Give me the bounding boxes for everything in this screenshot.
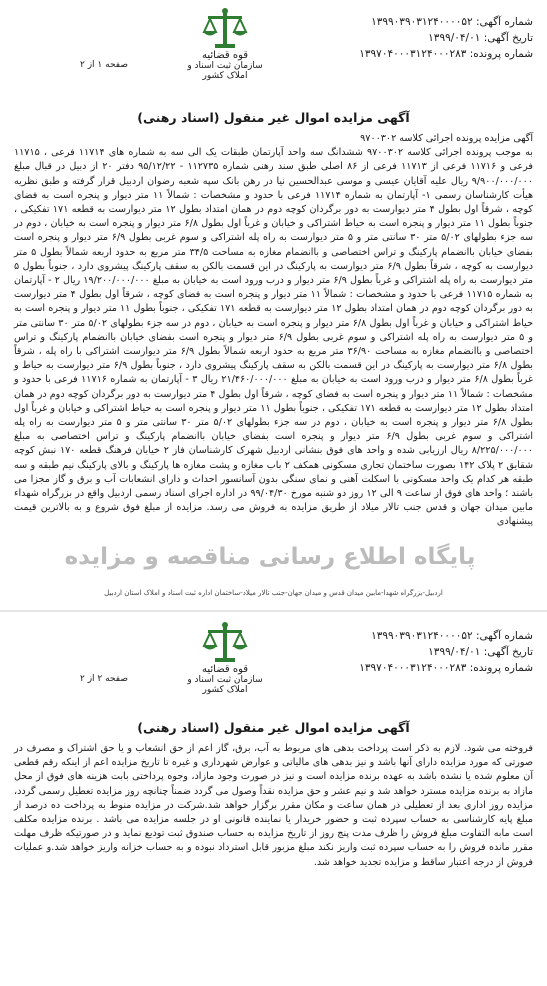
page-divider [0,610,547,612]
org-label: سازمان ثبت اسناد و املاک کشور [187,675,263,695]
case-number: شماره پرونده: ۱۳۹۷۰۴۰۰۰۳۱۲۴۰۰۰۲۸۳ [359,48,533,60]
watermark-text: پایگاه اطلاع رسانی مناقصه و مزایده [64,544,476,570]
judiciary-emblem [180,6,270,80]
scales-emblem-icon [200,6,250,54]
notice-body [14,132,533,530]
judiciary-emblem [180,620,270,694]
notice-date: تاریخ آگهی: ۱۳۹۹/۰۴/۰۱ [428,646,533,658]
judiciary-label: قوه قضائیه [201,50,249,61]
page-label: صفحه ۲ از ۲ [80,674,128,684]
page-title: آگهی مزایده اموال غیر منقول (اسناد رهنی) [137,110,410,125]
org-label: سازمان ثبت اسناد و املاک کشور [187,61,263,81]
notice-number: شماره آگهی: ۱۳۹۹۰۳۹۰۳۱۲۴۰۰۰۰۵۲ [371,630,533,642]
case-number: شماره پرونده: ۱۳۹۷۰۴۰۰۰۳۱۲۴۰۰۰۲۸۳ [359,662,533,674]
notice-paragraph: فروخته می شود. لازم به ذکر است پرداخت بدهی های مربوط به آب، برق، گاز اعم از حق انشعاب و یا حق اشتراک و مصرف در صورتی که مورد مزایده دارای آنها باشد و نیز بدهی های مالیاتی و عوارض شهرداری و غیره تا تاریخ مزایده اعم از اینکه رقم قطعی آن معلوم شده یا نشده باشد به عهده برنده مزایده است و نیز در صورت وجود مازاد، وجوه پرداختی بابت هزینه های فوق از محل مازاد به برنده مزایده مسترد خواهد شد و نیم عشر و حق مزایده نقداً وصول می گردد ضمناً چنانچه روز مزایده تعطیل رسمی گردد، مزایده روز اداری بعد از تعطیلی در همان ساعت و مکان مقرر برگزار خواهد شد.شرکت در مزایده منوط به پرداخت ده درصد از مبلغ پایه کارشناسی به حساب سپرده ثبت و حضور خریدار یا نماینده قانونی او در جلسه مزایده می باشد . برنده مزایده مکلف است مابه التفاوت مبلغ فروش را ظرف مدت پنج روز از تاریخ مزایده به حساب صندوق ثبت تودیع نماید و در صورتیکه ظرف مهلت مقرر مانده فروش را به حساب سپرده ثبت واریز نکند مبلغ مزبور قابل استرداد نبوده و به حساب خزانه واریز خواهد شد.و عملیات فروش از درجه اعتبار ساقط و مزایده تجدید خواهد شد. [14,743,533,868]
address-footer: اردبیل-بزرگراه شهدا-مابین میدان قدس و میدان جهان-جنب تالار میلاد-ساختمان اداره ثبت اسناد و املاک استان اردبیل [104,589,443,597]
page-2 [0,618,547,986]
notice-number: شماره آگهی: ۱۳۹۹۰۳۹۰۳۱۲۴۰۰۰۰۵۲ [371,16,533,28]
case-heading: آگهی مزایده پرونده اجرائی کلاسه ۹۷۰۰۳۰۲ [360,133,533,144]
judiciary-label: قوه قضائیه [201,664,249,675]
notice-header [359,14,533,62]
notice-paragraph: به موجب پرونده اجرائی کلاسه ۹۷۰۰۳۰۲ ششدانگ سه واحد آپارتمان طبقات یک الی سه به شماره های ۱۱۷۱۴ فرعی ، ۱۱۷۱۵ فرعی و ۱۱۷۱۶ فرعی از ۱۱۷۱۳ فرعی از ۸۶ اصلی طبق سند رهنی شماره ۱۱۲۷۳۵ - ۹۵/۱۲/۲۲ دفتر ۲۰ از دبیل در قبال مبلغ ۹/۹۰۰/۰۰۰/۰۰۰ ریال علیه آقایان عیسی و موسی عبدالحسین نیا در رهن بانک سپه شعبه رضوان اردبیل قرار گرفته و طبق نظریه هیأت کارشناسان رسمی ۱- آپارتمان به شماره ۱۱۷۱۴ فرعی با حدود و مشخصات : شمالاً ۱۱ متر دیوار و پنجره است به فضای کوچه ، شرقاً اول بطول ۴ متر دیوارست به دور برگردان کوچه دوم در همان امتداد بطول ۱۲ متر دیوارست به قطعه ۱۷۱ تفکیکی ، جنوباً بطول ۱۱ متر دیوار و پنجره است به حیاط اشتراکی و خیابان و غرباً اول بطول ۶/۸ متر دیوار و پنجره است به خیابان ، دوم در سه جزء بطولهای ۵/۰۲ متر ۳۰ سانتی متر و ۵ متر دیوارست به راه پله اشتراکی و سوم غربی بطول ۶/۹ متر دیوار و پنجره است بفضای خیابان باانضمام پارکینگ و تراس اختصاصی و باانضمام مغازه به مساحت ۳۴/۵ متر مربع به حدود اربعه شمالاً بطول ۵ متر دیوارست به کوچه ، شرقاً بطول ۶/۹ متر دیوارست به پارکینگ در این قسمت بالکن به سقف پارکینگ پیشروی دارد ، جنوباً بطول ۵ متر دیوارست به راه پله اشتراکی و غرباً بطول ۶/۹ متر دیوار و درب ورود است به خیابان به مبلغ ۱۹/۲۰۰/۰۰۰/۰۰۰ ریال ۲ - آپارتمان به شماره ۱۱۷۱۵ فرعی با حدود و مشخصات : شمالاً ۱۱ متر دیوار و پنجره است به فضای کوچه ، شرقاً اول بطول ۴ متر دیوارست به دور برگردان کوچه دوم در همان امتداد بطول ۱۲ متر دیوارست به قطعه ۱۷۱ تفکیکی ، جنوباً بطول ۱۱ متر دیوار و پنجره است به حیاط اشتراکی و خیابان و غرباً اول بطول ۶/۸ متر دیوار و پنجره است به خیابان ، دوم در سه جزء بطولهای ۵/۰۲ متر ۳۰ سانتی متر و ۵ متر دیوارست به راه پله اشتراکی و سوم غربی بطول ۶/۹ متر دیوار و پنجره است بفضای خیابان باانضمام پارکینگ و تراس اختصاصی و باانضمام مغازه به مساحت ۳۶/۹۰ متر مربع به حدود اربعه شمالاً بطول ۶/۹ متر دیوارست اشتراکی با راه پله ، شرقاً بطول ۶/۸ متر دیوارست به پارکینگ در این قسمت بالکن به سقف پارکینگ پیشروی دارد ، جنوباً بطول ۶/۹ متر دیوارست به حیاط و غرباً بطول ۶/۸ متر دیوار و درب ورود است به خیابان به مبلغ ۲۱/۴۶۰/۰۰۰/۰۰۰ ریال ۳ - آپارتمان به شماره ۱۱۷۱۶ فرعی با حدود و مشخصات : شمالاً ۱۱ متر دیوار و پنجره است به فضای کوچه ، شرقاً اول بطول ۴ متر دیوارست به دور برگردان کوچه دوم در همان امتداد بطول ۱۲ متر دیوارست به قطعه ۱۷۱ تفکیکی ، جنوباً بطول ۱۱ متر دیوار و پنجره است به حیاط اشتراکی و خیابان و غرباً اول بطول ۶/۸ متر دیوار و پنجره است به خیابان ، دوم در سه جزء بطولهای ۵/۰۲ متر ۳۰ سانتی متر و ۵ متر دیوارست به راه پله اشتراکی و سوم غربی بطول ۶/۹ متر دیوار و پنجره است بفضای خیابان باانضمام پارکینگ و تراس اختصاصی به مبلغ ۸/۲۲۵/۰۰۰/۰۰۰ ریال ارزیابی شده و واحد های فوق بنشانی اردبیل شهرک کارشناسان فاز ۲ خیابان فرهنگ قطعه ۱۷۰ نبش کوچه شقایق ۲ پلاک ۱۴۲ بصورت ساختمان تجاری مسکونی همکف ۲ باب مغازه و پشت مغازه ها پارکینگ و بالای پارکینگ نیم طبقه و سه طبقه هر کدام یک واحد مسکونی با اسکلت آهنی و نمای سنگی بدون آسانسور احداث و دارای انشعابات آب و برق و گاز مجزا می باشند ؛ واحد های فوق از ساعت ۹ الی ۱۲ روز دو شنبه مورخ ۹۹/۰۴/۳۰ در اداره اجرای اسناد رسمی اردبیل واقع در بزرگراه شهداء مابین میدان جهان و قدس جنب تالار میلاد از طریق مزایده به فروش می رسد. مزایده از مبلغ فوق شروع و به بالاترین قیمت پیشنهادی [14,147,534,528]
scales-emblem-icon [200,620,250,668]
notice-body [14,742,533,870]
notice-date: تاریخ آگهی: ۱۳۹۹/۰۴/۰۱ [428,32,533,44]
page-label: صفحه ۱ از ۲ [80,60,128,70]
page-title: آگهی مزایده اموال غیر منقول (اسناد رهنی) [137,720,410,735]
notice-header [359,628,533,676]
